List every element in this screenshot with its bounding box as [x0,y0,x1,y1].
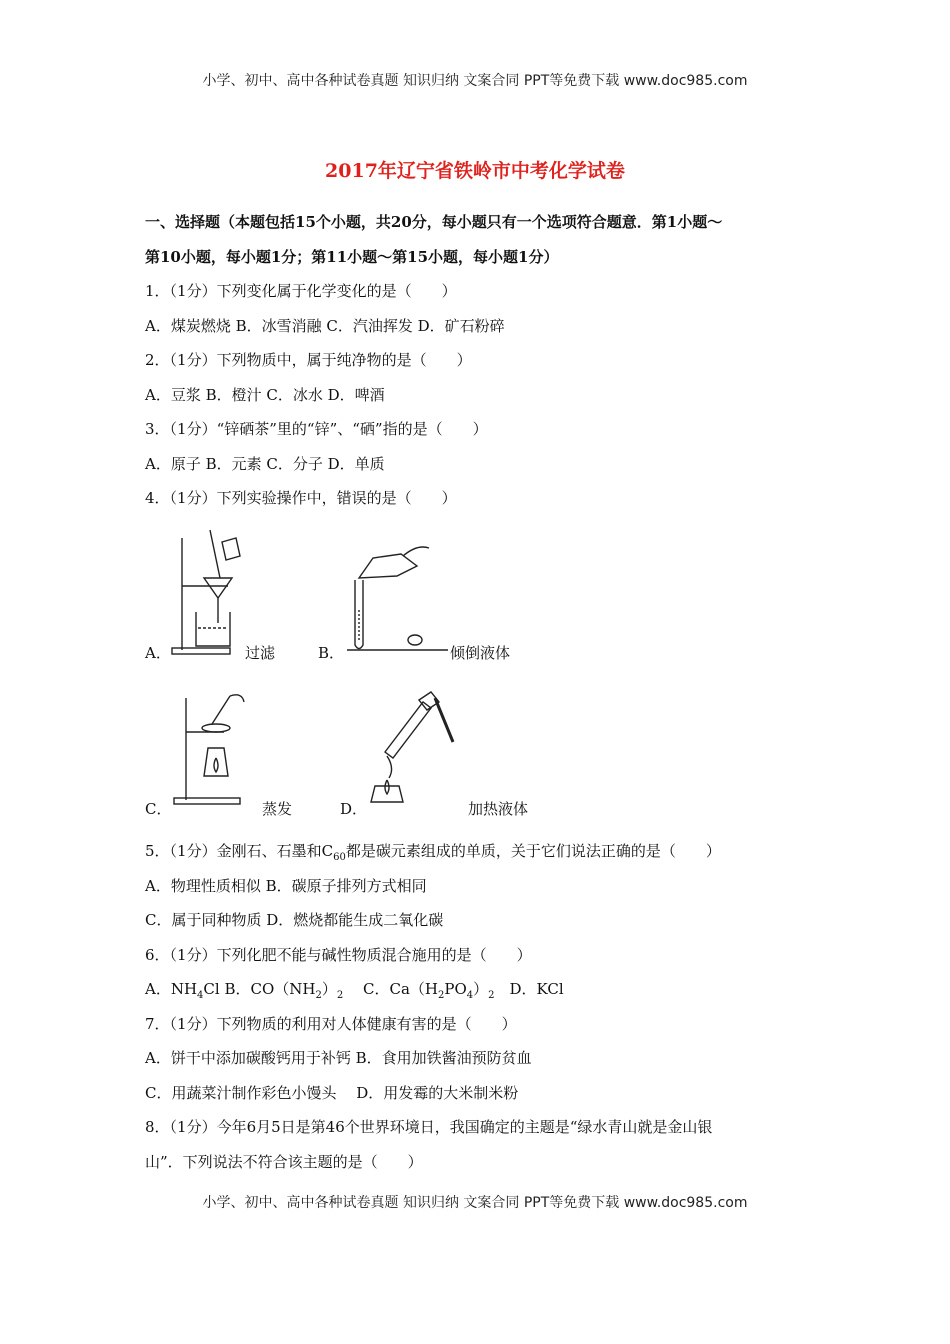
q5-options-2: C．属于同种物质 D．燃烧都能生成二氧化碳 [145,911,444,929]
q3-options: A．原子 B．元素 C．分子 D．单质 [145,455,385,473]
pouring-liquid-figure [345,540,450,658]
q8-stem-2: 山”．下列说法不符合该主题的是（ ） [145,1153,423,1171]
section-heading-line1: 一、选择题（本题包括15个小题，共20分，每小题只有一个选项符合题意．第1小题～ [145,213,723,231]
q1-options: A．煤炭燃烧 B．冰雪消融 C．汽油挥发 D．矿石粉碎 [145,317,505,335]
q7-options-2: C．用蔬菜汁制作彩色小馒头 D．用发霉的大米制米粉 [145,1084,519,1102]
q4-option-d-caption: 加热液体 [468,800,529,818]
q4-option-b-caption: 倾倒液体 [450,644,511,662]
q1-stem: 1．（1分）下列变化属于化学变化的是（ ） [145,282,457,300]
q5-options-1: A．物理性质相似 B．碳原子排列方式相同 [145,877,427,895]
q6-options: A．$NH_4Cl$ B．$CO(NH_2)_2$ C．$Ca(H_2PO_4)_2$ D．KCl [145,980,564,1001]
q7-stem: 7．（1分）下列物质的利用对人体健康有害的是（ ） [145,1015,517,1033]
q3-stem: 3．（1分）“锌硒茶”里的“锌”、“硒”指的是（ ） [145,420,488,438]
q4-option-c-letter: C． [145,800,172,818]
q4-option-c-caption: 蒸发 [262,800,293,818]
q4-option-b-letter: B． [318,644,345,662]
page-footer: 小学、初中、高中各种试卷真题 知识归纳 文案合同 PPT等免费下载 www.doc985.com [202,1195,748,1211]
q5-stem: 5．（1分）金刚石、石墨和$C_{60}$都是碳元素组成的单质，关于它们说法正确的是（ ） [145,842,721,863]
filtration-figure [168,528,248,658]
q6-stem: 6．（1分）下列化肥不能与碱性物质混合施用的是（ ） [145,946,532,964]
q4-option-a-caption: 过滤 [245,644,276,662]
q4-stem: 4．（1分）下列实验操作中，错误的是（ ） [145,489,457,507]
q2-options: A．豆浆 B．橙汁 C．冰水 D．啤酒 [145,386,385,404]
q2-stem: 2．（1分）下列物质中，属于纯净物的是（ ） [145,351,472,369]
q4-option-a-letter: A． [145,644,171,662]
page-title: 2017年辽宁省铁岭市中考化学试卷 [325,160,625,182]
section-heading-line2: 第10小题，每小题1分；第11小题～第15小题，每小题1分） [145,248,559,266]
heating-liquid-figure [365,690,455,810]
q4-option-d-letter: D． [340,800,368,818]
q7-options-1: A．饼干中添加碳酸钙用于补钙 B．食用加铁酱油预防贫血 [145,1049,532,1067]
page-header: 小学、初中、高中各种试卷真题 知识归纳 文案合同 PPT等免费下载 www.doc985.com [202,73,748,89]
q8-stem-1: 8．（1分）今年6月5日是第46个世界环境日，我国确定的主题是“绿水青山就是金山银 [145,1118,713,1136]
evaporation-figure [168,688,248,810]
